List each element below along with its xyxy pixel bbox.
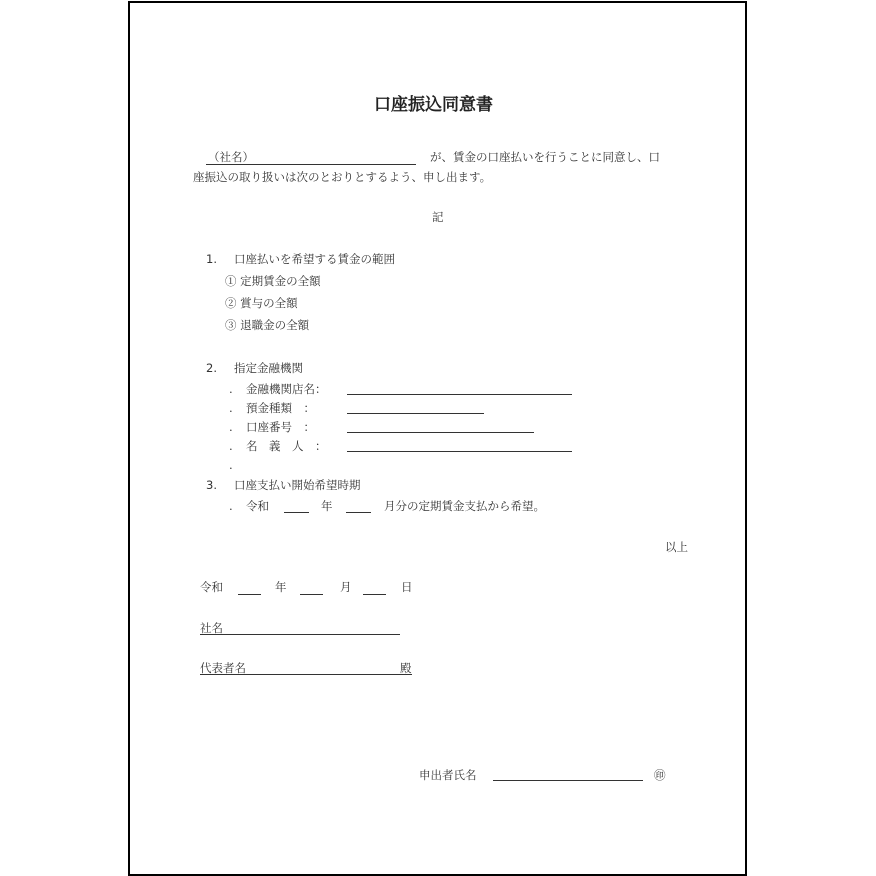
start-year-label: 年	[321, 499, 333, 513]
account-number-field[interactable]	[347, 432, 534, 433]
account-type-label: 預金種類 ：	[246, 401, 315, 415]
company-name-field[interactable]	[200, 634, 400, 635]
section2-number: 2.	[206, 361, 217, 375]
bank-branch-label: 金融機関店名：	[246, 382, 327, 396]
account-number-label: 口座番号 ：	[246, 420, 315, 434]
intro-text-line2: 座振込の取り扱いは次のとおりとするよう、申し出ます。	[193, 170, 492, 184]
document-title: 口座振込同意書	[374, 95, 493, 115]
section1-heading: 口座払いを希望する賃金の範囲	[234, 252, 395, 266]
date-month-blank[interactable]	[300, 594, 323, 595]
intro-text-line1: が、賃金の口座払いを行うことに同意し、口	[430, 150, 660, 164]
account-holder-field[interactable]	[347, 451, 572, 452]
bullet: .	[229, 420, 233, 434]
bank-branch-field[interactable]	[347, 394, 572, 395]
intro-company-label: （社名）	[208, 150, 254, 164]
start-month-blank[interactable]	[346, 512, 371, 513]
date-day-blank[interactable]	[363, 594, 386, 595]
intro-company-blank[interactable]	[206, 164, 416, 165]
date-year-blank[interactable]	[238, 594, 261, 595]
date-month-label: 月	[340, 580, 352, 594]
start-reiwa-label: 令和	[246, 499, 269, 513]
seal-mark: ㊞	[654, 768, 666, 782]
dono-label: 殿	[400, 661, 412, 675]
document-page	[128, 1, 747, 876]
applicant-label: 申出者氏名	[419, 768, 477, 782]
section1-item: ③ 退職金の全額	[225, 318, 310, 332]
start-year-blank[interactable]	[284, 512, 309, 513]
account-holder-label: 名 義 人 ：	[246, 439, 327, 453]
section1-item: ① 定期賃金の全額	[225, 274, 321, 288]
ki-label: 記	[432, 210, 444, 224]
account-type-field[interactable]	[347, 413, 484, 414]
date-year-label: 年	[275, 580, 287, 594]
date-day-label: 日	[401, 580, 413, 594]
bullet: .	[229, 439, 233, 453]
section3-number: 3.	[206, 478, 217, 492]
section1-item: ② 賞与の全額	[225, 296, 298, 310]
ijou-label: 以上	[665, 540, 688, 554]
company-label: 社名	[200, 621, 223, 635]
bullet: .	[229, 401, 233, 415]
date-reiwa-label: 令和	[200, 580, 223, 594]
applicant-name-field[interactable]	[493, 780, 643, 781]
representative-label: 代表者名	[200, 661, 246, 675]
bullet: .	[229, 458, 233, 472]
start-month-text: 月分の定期賃金支払から希望。	[384, 499, 545, 513]
section2-heading: 指定金融機関	[234, 361, 303, 375]
bullet: .	[229, 499, 233, 513]
section3-heading: 口座支払い開始希望時期	[234, 478, 361, 492]
bullet: .	[229, 382, 233, 396]
section1-number: 1.	[206, 252, 217, 266]
representative-name-field[interactable]	[200, 674, 412, 675]
